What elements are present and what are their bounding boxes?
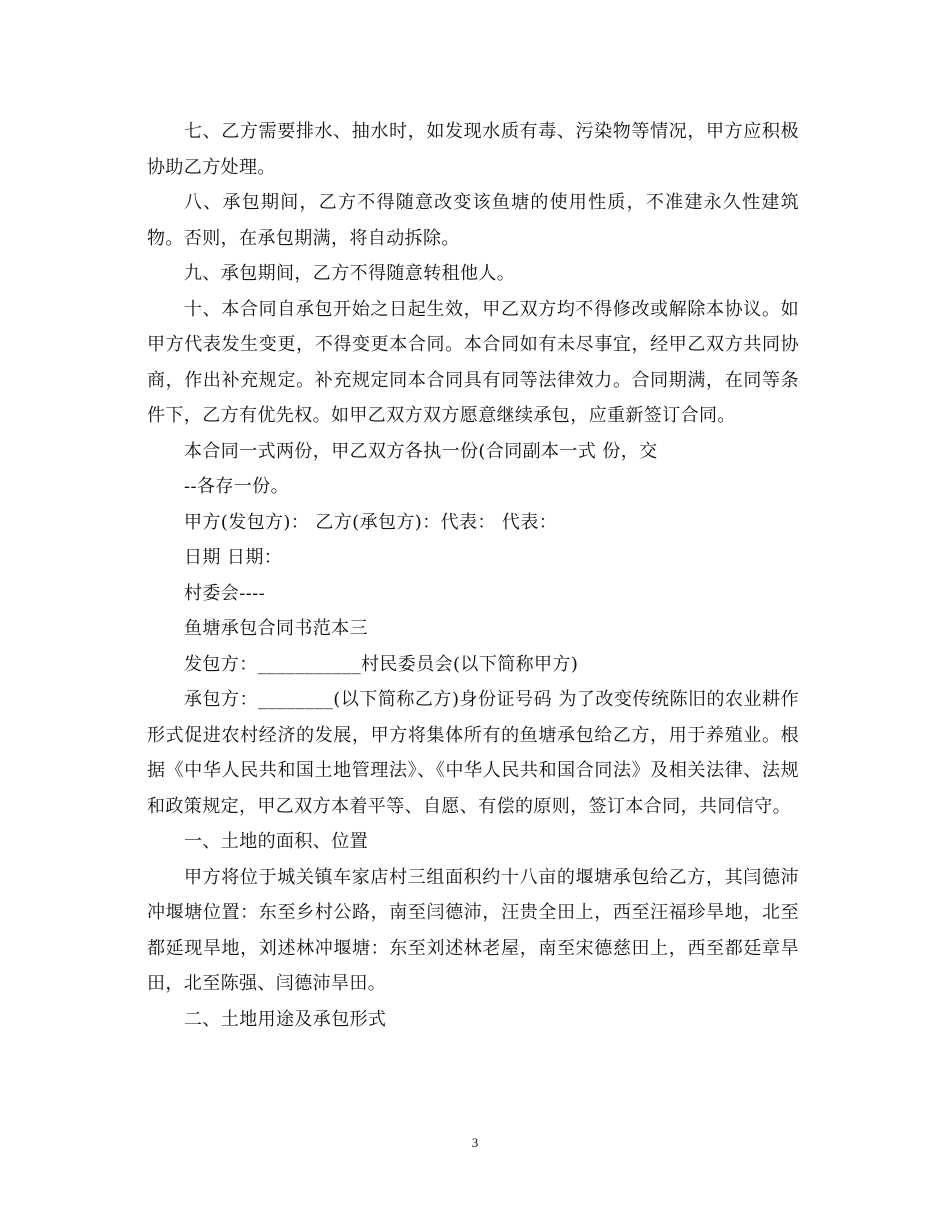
paragraph-clause-7: 七、乙方需要排水、抽水时，如发现水质有毒、污染物等情况，甲方应积极协助乙方处理。: [147, 121, 799, 178]
page-number: 3: [471, 1135, 479, 1150]
party-b-preamble: 承包方：________(以下简称乙方)身份证号码 为了改变传统陈旧的农业耕作形式促进农村经济的发展，甲方将集体所有的鱼塘承包给乙方，用于养殖业。根据《中华人民共和国土地管理法》、《中华人民共和国合同法》及相关法律、法规和政策规定，甲乙双方本着平等、自愿、有偿的原则，签订本合同，共同信守。: [147, 689, 799, 817]
paragraph-clause-10: 十、本合同自承包开始之日起生效，甲乙双方均不得修改或解除本协议。如甲方代表发生变更，不得变更本合同。本合同如有未尽事宜，经甲乙双方共同协商，作出补充规定。补充规定同本合同具有同等法律效力。合同期满，在同等条件下，乙方有优先权。如甲乙双方双方愿意继续承包，应重新签订合同。: [147, 298, 799, 426]
paragraph-land-location: 甲方将位于城关镇车家店村三组面积约十八亩的堰塘承包给乙方，其闫德沛冲堰塘位置：东至乡村公路，南至闫德沛，汪贵全田上，西至汪福珍旱地，北至都延现旱地，刘述林冲堰塘：东至刘述林老屋，南至宋德慈田上，西至都廷章旱田，北至陈强、闫德沛旱田。: [147, 866, 799, 994]
document-body: [147, 114, 799, 1037]
paragraph-copies-cont: --各存一份。: [184, 476, 289, 497]
signature-dates: 日期 日期：: [184, 547, 283, 568]
signature-village-committee: 村委会----: [184, 582, 266, 604]
party-a-line: 发包方：___________村民委员会(以下简称甲方): [184, 653, 579, 675]
paragraph-clause-9: 九、承包期间，乙方不得随意转租他人。: [184, 263, 516, 284]
clause-heading-1: 一、土地的面积、位置: [184, 831, 368, 852]
paragraph-clause-8: 八、承包期间，乙方不得随意改变该鱼塘的使用性质，不准建永久性建筑物。否则，在承包期满，将自动拆除。: [147, 192, 799, 249]
section-heading-template-3: 鱼塘承包合同书范本三: [184, 618, 368, 639]
signature-parties: 甲方(发包方)： 乙方(承包方)：代表： 代表：: [184, 511, 558, 533]
paragraph-copies: 本合同一式两份，甲乙双方各执一份(合同副本一式 份，交: [184, 440, 658, 462]
clause-heading-2: 二、土地用途及承包形式: [184, 1008, 387, 1030]
